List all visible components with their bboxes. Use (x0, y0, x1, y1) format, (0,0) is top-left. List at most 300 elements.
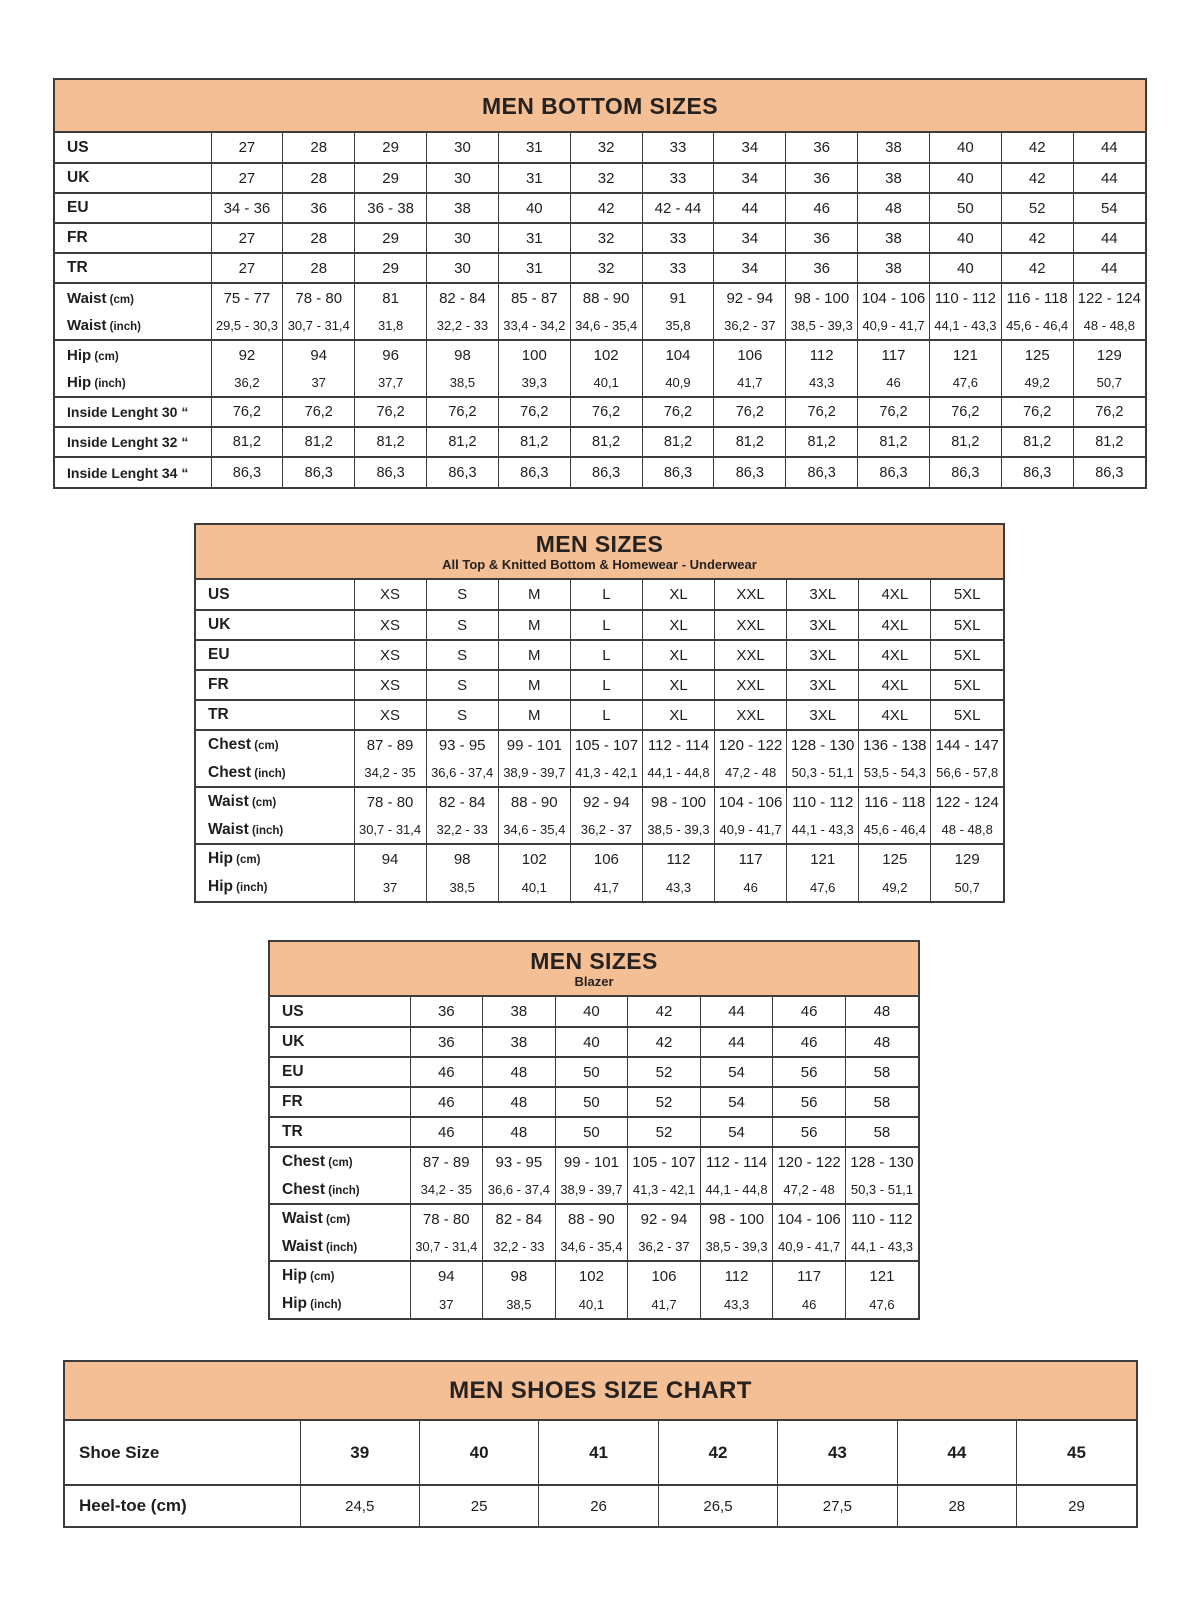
value-cell: 46 (410, 1117, 483, 1147)
value-cell: 34,6 - 35,4 (555, 1233, 628, 1261)
value-cell: 43,3 (642, 873, 714, 901)
value-cell: 28 (897, 1485, 1016, 1526)
value-cell: 40 (419, 1421, 538, 1485)
value-cell: 34,6 - 35,4 (498, 816, 570, 844)
value-cell: 39,3 (498, 369, 570, 397)
value-cell: 5XL (931, 610, 1003, 640)
value-cell: 36,2 - 37 (628, 1233, 701, 1261)
value-cell: 34 (714, 253, 786, 283)
value-cell: 110 - 112 (929, 283, 1001, 312)
table-title: MEN BOTTOM SIZES (482, 92, 718, 119)
value-cell: 86,3 (427, 457, 499, 487)
men-sizes-top (196, 580, 1003, 901)
row-chest-inch (270, 1176, 918, 1204)
table-header (55, 80, 1145, 133)
value-cell: 110 - 112 (787, 787, 859, 816)
value-cell: 76,2 (427, 397, 499, 427)
value-cell: 120 - 122 (715, 730, 787, 759)
value-cell: 86,3 (858, 457, 930, 487)
value-cell: S (426, 670, 498, 700)
value-cell: 125 (859, 844, 931, 873)
row-label: Waist (inch) (67, 317, 141, 334)
value-cell: 86,3 (355, 457, 427, 487)
value-cell: M (498, 700, 570, 730)
value-cell: 40,9 (642, 369, 714, 397)
value-cell: 24,5 (300, 1485, 419, 1526)
value-cell: 34 (714, 163, 786, 193)
value-cell: 112 - 114 (642, 730, 714, 759)
value-cell: 32 (570, 163, 642, 193)
row-label: Chest (cm) (282, 1153, 353, 1170)
value-cell: 5XL (931, 670, 1003, 700)
value-cell: 27 (211, 163, 283, 193)
value-cell: 40 (498, 193, 570, 223)
value-cell: 38,5 - 39,3 (700, 1233, 773, 1261)
value-cell: 128 - 130 (845, 1147, 918, 1176)
table-title: MEN SIZES (530, 947, 658, 974)
row-waist-inch (55, 312, 1145, 340)
value-cell: 29 (355, 163, 427, 193)
value-cell: 54 (700, 1117, 773, 1147)
value-cell: 76,2 (355, 397, 427, 427)
value-cell: 38,5 - 39,3 (642, 816, 714, 844)
value-cell: 54 (700, 1087, 773, 1117)
value-cell: 46 (410, 1057, 483, 1087)
value-cell: M (498, 610, 570, 640)
row-label: Shoe Size (79, 1442, 160, 1462)
value-cell: 44,1 - 44,8 (700, 1176, 773, 1204)
value-cell: 42 (570, 193, 642, 223)
value-cell: 42 (1001, 223, 1073, 253)
value-cell: 50,3 - 51,1 (787, 759, 859, 787)
value-cell: 110 - 112 (845, 1204, 918, 1233)
row-label: TR (208, 706, 229, 723)
value-cell: 34,2 - 35 (354, 759, 426, 787)
row-label: FR (67, 229, 88, 246)
value-cell: 37 (283, 369, 355, 397)
value-cell: 38,9 - 39,7 (555, 1176, 628, 1204)
value-cell: 50 (929, 193, 1001, 223)
value-cell: 36,6 - 37,4 (426, 759, 498, 787)
value-cell: 98 (426, 844, 498, 873)
value-cell: 45 (1017, 1421, 1136, 1485)
value-cell: 82 - 84 (483, 1204, 556, 1233)
men-sizes-top-grid (196, 580, 1003, 901)
value-cell: 48 (483, 1117, 556, 1147)
value-cell: 34,6 - 35,4 (570, 312, 642, 340)
value-cell: 81,2 (1073, 427, 1145, 457)
value-cell: 5XL (931, 640, 1003, 670)
value-cell: 99 - 101 (555, 1147, 628, 1176)
value-cell: 88 - 90 (555, 1204, 628, 1233)
value-cell: 122 - 124 (1073, 283, 1145, 312)
value-cell: 31,8 (355, 312, 427, 340)
value-cell: 86,3 (283, 457, 355, 487)
row-uk (270, 1027, 918, 1057)
value-cell: 3XL (787, 670, 859, 700)
value-cell: 92 - 94 (714, 283, 786, 312)
value-cell: 46 (773, 997, 846, 1027)
row-hip-cm (55, 340, 1145, 369)
value-cell: XL (642, 700, 714, 730)
value-cell: 41,7 (628, 1290, 701, 1318)
value-cell: 3XL (787, 610, 859, 640)
value-cell: XL (642, 610, 714, 640)
row-fr (55, 223, 1145, 253)
value-cell: M (498, 640, 570, 670)
value-cell: 30,7 - 31,4 (354, 816, 426, 844)
value-cell: 38 (858, 133, 930, 163)
value-cell: 87 - 89 (410, 1147, 483, 1176)
value-cell: 43 (778, 1421, 897, 1485)
value-cell: 81,2 (427, 427, 499, 457)
value-cell: 81,2 (714, 427, 786, 457)
value-cell: 50 (555, 1057, 628, 1087)
value-cell: 32 (570, 133, 642, 163)
value-cell: 117 (858, 340, 930, 369)
value-cell: 46 (715, 873, 787, 901)
value-cell: 120 - 122 (773, 1147, 846, 1176)
value-cell: 36 (410, 997, 483, 1027)
row-label: Hip (cm) (67, 346, 119, 364)
value-cell: 36 (786, 223, 858, 253)
value-cell: 30 (427, 133, 499, 163)
value-cell: 4XL (859, 580, 931, 610)
value-cell: 36 (786, 163, 858, 193)
value-cell: 32 (570, 223, 642, 253)
value-cell: 144 - 147 (931, 730, 1003, 759)
value-cell: 93 - 95 (426, 730, 498, 759)
value-cell: 29,5 - 30,3 (211, 312, 283, 340)
value-cell: 38,9 - 39,7 (498, 759, 570, 787)
row-hip-cm (270, 1261, 918, 1290)
value-cell: 40,1 (498, 873, 570, 901)
row-chest-cm (196, 730, 1003, 759)
value-cell: 38 (858, 253, 930, 283)
value-cell: 41,7 (714, 369, 786, 397)
value-cell: 44,1 - 43,3 (845, 1233, 918, 1261)
value-cell: 48 (483, 1087, 556, 1117)
row-heel-toe-cm (65, 1485, 1136, 1526)
value-cell: 26,5 (658, 1485, 777, 1526)
value-cell: 30,7 - 31,4 (410, 1233, 483, 1261)
value-cell: 44 (897, 1421, 1016, 1485)
value-cell: 33 (642, 223, 714, 253)
value-cell: 44 (1073, 223, 1145, 253)
value-cell: L (570, 670, 642, 700)
value-cell: 81,2 (642, 427, 714, 457)
value-cell: 34,2 - 35 (410, 1176, 483, 1204)
value-cell: 81,2 (786, 427, 858, 457)
row-inside-lenght-32 (55, 427, 1145, 457)
value-cell: 40,1 (555, 1290, 628, 1318)
value-cell: 94 (354, 844, 426, 873)
row-fr (196, 670, 1003, 700)
row-chest-cm (270, 1147, 918, 1176)
row-label: Waist (inch) (282, 1237, 358, 1255)
row-label: Hip (cm) (282, 1267, 335, 1284)
value-cell: XL (642, 580, 714, 610)
value-cell: 112 (642, 844, 714, 873)
value-cell: 121 (845, 1261, 918, 1290)
value-cell: XS (354, 700, 426, 730)
value-cell: S (426, 700, 498, 730)
row-waist-inch (270, 1233, 918, 1261)
value-cell: 41,7 (570, 873, 642, 901)
value-cell: 42 (1001, 133, 1073, 163)
value-cell: 44 (1073, 163, 1145, 193)
men-sizes-blazer (270, 997, 918, 1318)
row-eu (196, 640, 1003, 670)
value-cell: 102 (555, 1261, 628, 1290)
row-label: Inside Lenght 30 “ (67, 404, 189, 420)
value-cell: 105 - 107 (570, 730, 642, 759)
value-cell: 81,2 (498, 427, 570, 457)
value-cell: 50,3 - 51,1 (845, 1176, 918, 1204)
value-cell: 76,2 (642, 397, 714, 427)
men-shoes-size-chart-grid (65, 1421, 1136, 1526)
value-cell: 78 - 80 (354, 787, 426, 816)
value-cell: 42 (1001, 253, 1073, 283)
value-cell: 78 - 80 (283, 283, 355, 312)
value-cell: 47,2 - 48 (773, 1176, 846, 1204)
row-label: US (67, 138, 89, 156)
value-cell: 48 - 48,8 (1073, 312, 1145, 340)
value-cell: 35,8 (642, 312, 714, 340)
row-us (55, 133, 1145, 163)
value-cell: XL (642, 640, 714, 670)
value-cell: 76,2 (570, 397, 642, 427)
value-cell: 5XL (931, 580, 1003, 610)
value-cell: 104 - 106 (715, 787, 787, 816)
value-cell: 29 (355, 223, 427, 253)
men-bottom-sizes-grid (55, 133, 1145, 487)
row-label: EU (67, 199, 89, 216)
value-cell: 82 - 84 (427, 283, 499, 312)
value-cell: 50 (555, 1087, 628, 1117)
value-cell: M (498, 670, 570, 700)
value-cell: 76,2 (1001, 397, 1073, 427)
row-inside-lenght-30 (55, 397, 1145, 427)
value-cell: 98 - 100 (786, 283, 858, 312)
value-cell: 76,2 (498, 397, 570, 427)
value-cell: XS (354, 610, 426, 640)
value-cell: 40,9 - 41,7 (715, 816, 787, 844)
value-cell: 81,2 (355, 427, 427, 457)
value-cell: 38 (483, 1027, 556, 1057)
value-cell: 31 (498, 163, 570, 193)
value-cell: 76,2 (211, 397, 283, 427)
table-men-bottom-sizes (53, 78, 1147, 489)
value-cell: 29 (355, 253, 427, 283)
value-cell: 41 (539, 1421, 658, 1485)
value-cell: 92 - 94 (570, 787, 642, 816)
value-cell: 38,5 (426, 873, 498, 901)
value-cell: 58 (845, 1057, 918, 1087)
row-label: UK (67, 169, 90, 186)
value-cell: 136 - 138 (859, 730, 931, 759)
value-cell: 49,2 (1001, 369, 1073, 397)
row-hip-inch (270, 1290, 918, 1318)
value-cell: XXL (715, 670, 787, 700)
row-label: Hip (cm) (208, 850, 261, 867)
value-cell: 38 (858, 223, 930, 253)
value-cell: 86,3 (642, 457, 714, 487)
value-cell: 94 (410, 1261, 483, 1290)
value-cell: 129 (1073, 340, 1145, 369)
value-cell: 40 (929, 133, 1001, 163)
row-chest-inch (196, 759, 1003, 787)
value-cell: 76,2 (929, 397, 1001, 427)
value-cell: 31 (498, 253, 570, 283)
value-cell: 49,2 (859, 873, 931, 901)
value-cell: 86,3 (570, 457, 642, 487)
row-label: FR (208, 676, 229, 693)
value-cell: 86,3 (211, 457, 283, 487)
value-cell: 44 (700, 1027, 773, 1057)
value-cell: 50 (555, 1117, 628, 1147)
value-cell: 28 (283, 223, 355, 253)
row-label: Chest (cm) (208, 736, 279, 753)
row-label: UK (282, 1033, 305, 1050)
value-cell: 117 (773, 1261, 846, 1290)
value-cell: 36,6 - 37,4 (483, 1176, 556, 1204)
value-cell: 27 (211, 133, 283, 163)
row-label: EU (208, 646, 230, 663)
value-cell: 86,3 (1001, 457, 1073, 487)
table-subtitle: All Top & Knitted Bottom & Homewear - Underwear (442, 556, 757, 572)
value-cell: 48 (858, 193, 930, 223)
value-cell: XL (642, 670, 714, 700)
value-cell: 128 - 130 (787, 730, 859, 759)
value-cell: 91 (642, 283, 714, 312)
value-cell: 56,6 - 57,8 (931, 759, 1003, 787)
value-cell: 121 (929, 340, 1001, 369)
table-men-shoes-size-chart (63, 1360, 1138, 1528)
value-cell: 4XL (859, 610, 931, 640)
value-cell: 25 (419, 1485, 538, 1526)
value-cell: 38,5 (427, 369, 499, 397)
value-cell: 40,9 - 41,7 (773, 1233, 846, 1261)
value-cell: 44 (1073, 133, 1145, 163)
value-cell: XS (354, 580, 426, 610)
value-cell: 44,1 - 43,3 (929, 312, 1001, 340)
value-cell: 3XL (787, 640, 859, 670)
value-cell: 48 - 48,8 (931, 816, 1003, 844)
value-cell: 58 (845, 1087, 918, 1117)
value-cell: 94 (283, 340, 355, 369)
value-cell: 40 (555, 997, 628, 1027)
value-cell: XXL (715, 700, 787, 730)
value-cell: 76,2 (714, 397, 786, 427)
value-cell: 38 (858, 163, 930, 193)
row-label: Waist (cm) (67, 289, 134, 307)
row-label: Heel-toe (cm) (79, 1496, 187, 1515)
value-cell: 52 (628, 1087, 701, 1117)
value-cell: 29 (355, 133, 427, 163)
value-cell: 106 (628, 1261, 701, 1290)
value-cell: 38,5 (483, 1290, 556, 1318)
row-label: Hip (inch) (282, 1295, 342, 1312)
table-men-sizes-blazer (268, 940, 920, 1320)
table-men-sizes-top (194, 523, 1005, 903)
value-cell: 41,3 - 42,1 (570, 759, 642, 787)
row-waist-cm (55, 283, 1145, 312)
value-cell: 36 - 38 (355, 193, 427, 223)
value-cell: 34 (714, 133, 786, 163)
men-shoes-size-chart (65, 1421, 1136, 1526)
value-cell: XXL (715, 640, 787, 670)
value-cell: 54 (1073, 193, 1145, 223)
value-cell: 106 (714, 340, 786, 369)
value-cell: XS (354, 640, 426, 670)
row-hip-inch (196, 873, 1003, 901)
value-cell: 32,2 - 33 (426, 816, 498, 844)
value-cell: 28 (283, 253, 355, 283)
value-cell: 46 (773, 1027, 846, 1057)
value-cell: 47,6 (929, 369, 1001, 397)
table-header (270, 942, 918, 997)
row-hip-inch (55, 369, 1145, 397)
value-cell: 122 - 124 (931, 787, 1003, 816)
value-cell: 81,2 (858, 427, 930, 457)
value-cell: 112 - 114 (700, 1147, 773, 1176)
value-cell: 4XL (859, 640, 931, 670)
value-cell: 52 (628, 1057, 701, 1087)
row-waist-inch (196, 816, 1003, 844)
row-us (270, 997, 918, 1027)
value-cell: 86,3 (498, 457, 570, 487)
value-cell: 33 (642, 253, 714, 283)
value-cell: 4XL (859, 700, 931, 730)
value-cell: 42 - 44 (642, 193, 714, 223)
value-cell: 56 (773, 1057, 846, 1087)
value-cell: 86,3 (786, 457, 858, 487)
value-cell: 129 (931, 844, 1003, 873)
value-cell: 45,6 - 46,4 (1001, 312, 1073, 340)
value-cell: 31 (498, 133, 570, 163)
value-cell: 52 (628, 1117, 701, 1147)
row-us (196, 580, 1003, 610)
value-cell: 36 (786, 253, 858, 283)
value-cell: 86,3 (1073, 457, 1145, 487)
value-cell: 42 (1001, 163, 1073, 193)
value-cell: 29 (1017, 1485, 1136, 1526)
value-cell: 102 (570, 340, 642, 369)
value-cell: 86,3 (929, 457, 1001, 487)
value-cell: 33 (642, 133, 714, 163)
value-cell: 30 (427, 163, 499, 193)
men-bottom-sizes (55, 133, 1145, 487)
value-cell: 38 (483, 997, 556, 1027)
value-cell: 44 (714, 193, 786, 223)
value-cell: 44 (700, 997, 773, 1027)
table-title: MEN SHOES SIZE CHART (449, 1376, 752, 1404)
value-cell: 98 - 100 (642, 787, 714, 816)
value-cell: 81,2 (283, 427, 355, 457)
value-cell: 45,6 - 46,4 (859, 816, 931, 844)
value-cell: 104 (642, 340, 714, 369)
value-cell: 81,2 (1001, 427, 1073, 457)
value-cell: 105 - 107 (628, 1147, 701, 1176)
value-cell: 36,2 - 37 (714, 312, 786, 340)
row-label: UK (208, 616, 231, 633)
value-cell: 32,2 - 33 (427, 312, 499, 340)
value-cell: S (426, 610, 498, 640)
value-cell: 92 (211, 340, 283, 369)
value-cell: 87 - 89 (354, 730, 426, 759)
value-cell: M (498, 580, 570, 610)
